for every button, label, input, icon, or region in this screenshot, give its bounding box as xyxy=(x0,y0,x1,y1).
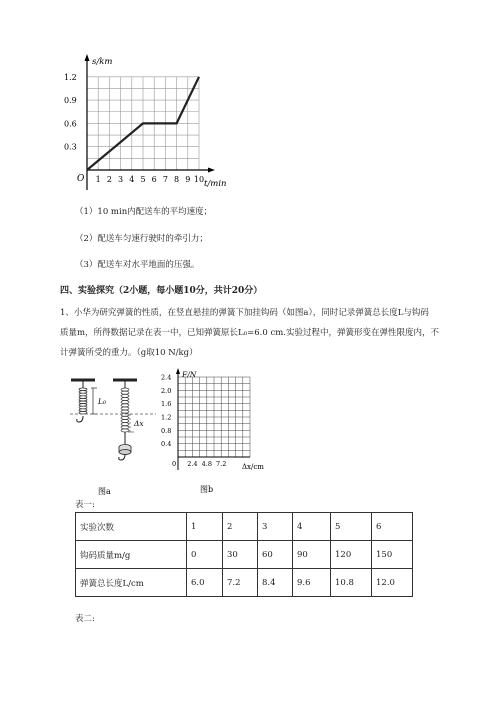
x-tick-label: 5 xyxy=(140,175,146,184)
table-cell: 150 xyxy=(372,541,413,569)
x-tick-label: 1 xyxy=(95,175,101,184)
fb-x-axis-label: Δx/cm xyxy=(242,463,264,471)
figure-a-caption: 图a xyxy=(98,487,111,496)
problem-1-line-1: 1、小华为研究弹簧的性质，在竖直悬挂的弹簧下加挂钩码（如图a），同时记录弹簧总长度L与钩码 xyxy=(60,308,429,318)
table-cell: 3 xyxy=(258,513,293,541)
x-tick-label: 6 xyxy=(151,175,157,184)
section-title: 四、实验探究（2小题，每小题10分，共计20分） xyxy=(60,286,263,296)
dx-label: Δx xyxy=(134,419,144,428)
x-axis-label: t/min xyxy=(204,179,227,189)
left-spring xyxy=(79,388,87,414)
fb-y-axis-label: F/N xyxy=(182,370,197,379)
fb-y-tick-label: 2.4 xyxy=(161,373,172,382)
question-2: （2）配送车匀速行驶时的牵引力； xyxy=(75,234,208,244)
fb-y-tick-label: 0.8 xyxy=(161,426,172,435)
problem-1-line-3: 计弹簧所受的重力。（g取10 N/kg） xyxy=(60,348,198,358)
fb-y-tick-label: 1.2 xyxy=(161,413,172,422)
y-axis-arrow xyxy=(85,54,90,61)
y-tick-label: 0.3 xyxy=(64,142,77,152)
x-tick-label: 4 xyxy=(129,175,135,184)
y-tick-label: 0.9 xyxy=(64,96,77,106)
fb-origin-label: 0 xyxy=(172,460,177,468)
table-cell: 60 xyxy=(258,541,293,569)
table-cell: 12.0 xyxy=(372,569,413,597)
table-2-caption: 表二: xyxy=(75,614,95,624)
right-spring xyxy=(121,388,129,432)
fb-x-tick-label: 7.2 xyxy=(216,460,227,468)
distance-time-graph xyxy=(60,50,240,195)
x-tick-label: 9 xyxy=(185,175,191,184)
x-axis-arrow xyxy=(208,168,215,173)
table-row xyxy=(76,541,413,569)
fb-y-tick-label: 0.4 xyxy=(161,440,172,449)
x-tick-label: 3 xyxy=(118,175,124,184)
x-tick-label: 2 xyxy=(106,175,112,184)
figure-a-springs xyxy=(68,370,158,500)
table-cell: 10.8 xyxy=(331,569,372,597)
table-cell: 8.4 xyxy=(258,569,293,597)
row-header: 钩码质量m/g xyxy=(76,541,187,569)
question-1: （1）10 min内配送车的平均速度； xyxy=(75,207,213,217)
fb-y-tick-label: 2.0 xyxy=(161,386,172,395)
table-1-caption: 表一: xyxy=(75,500,95,510)
table-cell: 2 xyxy=(223,513,258,541)
row-header: 实验次数 xyxy=(76,513,187,541)
y-tick-label: 0.6 xyxy=(64,119,77,129)
table-cell: 6 xyxy=(372,513,413,541)
x-tick-label: 8 xyxy=(174,175,180,184)
table-cell: 0 xyxy=(187,541,223,569)
table-cell: 4 xyxy=(293,513,331,541)
origin-label: O xyxy=(77,174,85,184)
row-header: 弹簧总长度L/cm xyxy=(76,569,187,597)
table-cell: 9.6 xyxy=(293,569,331,597)
problem-1-text xyxy=(60,303,480,363)
fb-x-tick-label: 2.4 xyxy=(187,460,198,468)
x-tick-label: 7 xyxy=(162,175,168,184)
table-cell: 1 xyxy=(187,513,223,541)
x-tick-label: 10 xyxy=(193,175,205,184)
l0-label: L₀ xyxy=(98,397,106,406)
fb-x-tick-label: 4.8 xyxy=(201,460,212,468)
table-cell: 90 xyxy=(293,541,331,569)
figure-b-caption: 图b xyxy=(200,485,214,494)
table-cell: 6.0 xyxy=(187,569,223,597)
weight-bottom xyxy=(119,450,131,455)
table-cell: 120 xyxy=(331,541,372,569)
table-1 xyxy=(75,512,413,597)
table-row xyxy=(76,513,413,541)
table-cell: 5 xyxy=(331,513,372,541)
problem-1-line-2: 质量m，所得数据记录在表一中，已知弹簧原长L₀=6.0 cm.实验过程中，弹簧形变在弹性限度内，不 xyxy=(60,328,439,338)
left-hook xyxy=(77,416,83,422)
question-3: （3）配送车对水平地面的压强。 xyxy=(75,260,200,270)
table-cell: 30 xyxy=(223,541,258,569)
y-tick-label: 1.2 xyxy=(64,72,77,82)
table-cell: 7.2 xyxy=(223,569,258,597)
y-axis-label: s/km xyxy=(92,57,113,67)
fb-y-tick-label: 1.6 xyxy=(161,400,172,409)
figure-b-force-graph xyxy=(160,368,275,500)
table-row xyxy=(76,569,413,597)
